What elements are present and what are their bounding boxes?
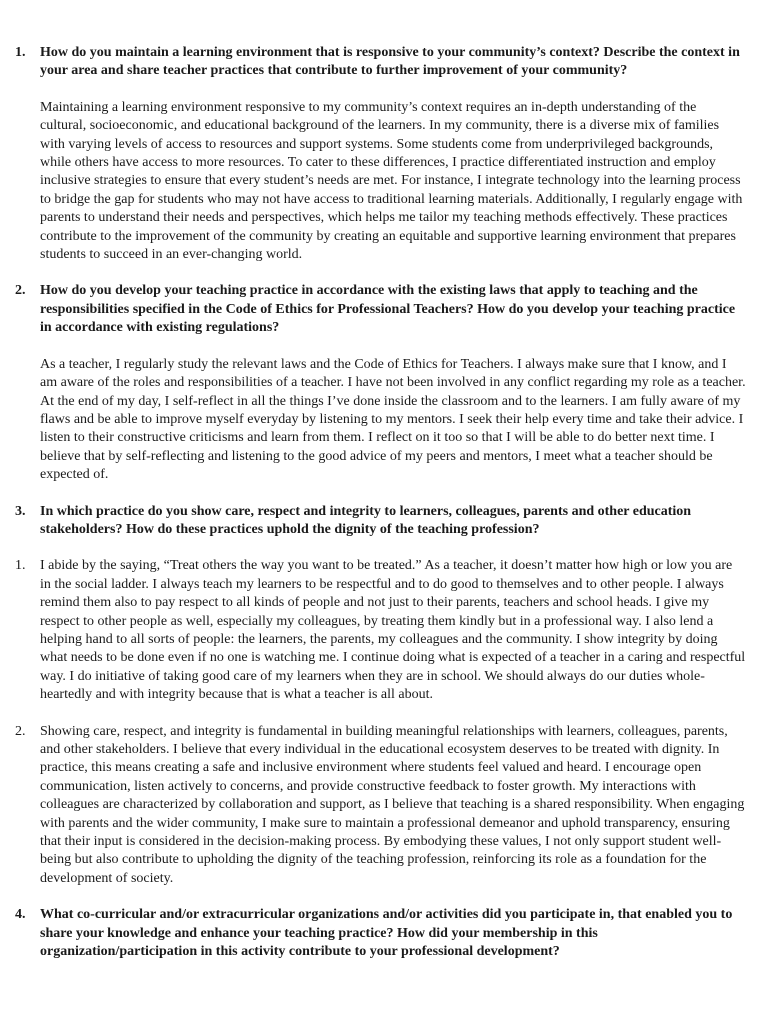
question-1-text: How do you maintain a learning environment that is responsive to your community’s context? Describe the context in your area and share teacher practices that contribute to further improvement of your community? <box>40 45 740 79</box>
answer-3-item-1-text: I abide by the saying, “Treat others the way you want to be treated.” As a teacher, it doesn’t matter how high or low you are in the social ladder. I always teach my learners to be respectful and to do good to themselves and to other people. I always remind them also to pay respect to all kinds of people and not just to their parents, teachers and school heads. I give my respect to other people as well, especially my colleagues, by treating them kindly but in a professional way. I also lend a helping hand to all sorts of people: the learners, the parents, my colleagues and the community. I show integrity by doing what needs to be done even if no one is watching me. I continue doing what is expected of a teacher in a caring and respectful way. I do initiative of taking good care of my learners when they are in school. We should always do our duties whole-heartedly and with integrity because that is what a teacher is all about. <box>40 558 746 703</box>
question-4-text: What co-curricular and/or extracurricular organizations and/or activities did you participate in, that enabled you to share your knowledge and enhance your teaching practice? How did your membership in this organization/participation in this activity contribute to your professional development? <box>40 907 733 960</box>
answer-3-item-1-number: 1. <box>15 558 26 574</box>
question-1 <box>15 44 746 81</box>
question-4 <box>15 906 746 961</box>
answer-1-text: Maintaining a learning environment responsive to my community’s context requires an in-depth understanding of the cultural, socioeconomic, and educational background of the learners. In my community, there is a diverse mix of families with varying levels of access to resources and support systems. Some students come from underprivileged backgrounds, while others have access to more resources. To cater to these differences, I practice differentiated instruction and employ inclusive strategies to ensure that every student’s needs are met. For instance, I integrate technology into the learning process to bridge the gap for students who may not have access to traditional learning materials. Additionally, I regularly engage with parents to understand their needs and perspectives, which helps me tailor my teaching methods effectively. These practices contribute to the improvement of the community by creating an equitable and supportive learning environment that prepares students to succeed in an ever-changing world. <box>40 99 743 263</box>
question-2 <box>15 282 746 337</box>
question-3-text: In which practice do you show care, respect and integrity to learners, colleagues, parents and other education stakeholders? How do these practices uphold the dignity of the teaching profession? <box>40 503 692 537</box>
answer-3-item-2-number: 2. <box>15 723 26 739</box>
answer-2-text: As a teacher, I regularly study the relevant laws and the Code of Ethics for Teachers. I always make sure that I know, and I am aware of the roles and responsibilities of a teacher. I have not been involved in any conflict regarding my role as a teacher. At the end of my day, I self-reflect in all the things I’ve done inside the classroom and to the learners. I am fully aware of my flaws and be able to improve myself everyday by listening to my mentors. I seek their help every time and take their advice. I listen to their constructive criticisms and learn from them. I reflect on it too so that I will be able to do better next time. I believe that by self-reflecting and listening to the good advice of my peers and mentors, I meet what a teacher should be expected of. <box>40 356 746 483</box>
answer-3-item-1 <box>15 557 746 704</box>
answer-3-item-2 <box>15 723 746 889</box>
question-3-number: 3. <box>15 503 26 519</box>
question-2-text: How do you develop your teaching practice in accordance with the existing laws that apply to teaching and the responsibilities specified in the Code of Ethics for Professional Teachers? How do you develop your teaching practice in accordance with existing regulations? <box>40 283 736 336</box>
question-2-number: 2. <box>15 283 26 299</box>
question-3 <box>15 503 746 540</box>
question-4-number: 4. <box>15 907 26 923</box>
question-1-number: 1. <box>15 45 26 60</box>
answer-3-item-2-text: Showing care, respect, and integrity is fundamental in building meaningful relationships with learners, colleagues, parents, and other stakeholders. I believe that every individual in the educational ecosystem deserves to be treated with dignity. In practice, this means creating a safe and inclusive environment where students feel valued and heard. I encourage open communication, listen actively to concerns, and provide constructive feedback to foster growth. My interactions with colleagues are characterized by collaboration and support, as I believe that teaching is a shared responsibility. When engaging with parents and the wider community, I make sure to maintain a professional demeanor and uphold transparency, ensuring that their input is considered in the decision-making process. By embodying these values, I not only support student well-being but also contribute to upholding the dignity of the teaching profession, reinforcing its role as a foundation for the development of society. <box>40 723 745 886</box>
